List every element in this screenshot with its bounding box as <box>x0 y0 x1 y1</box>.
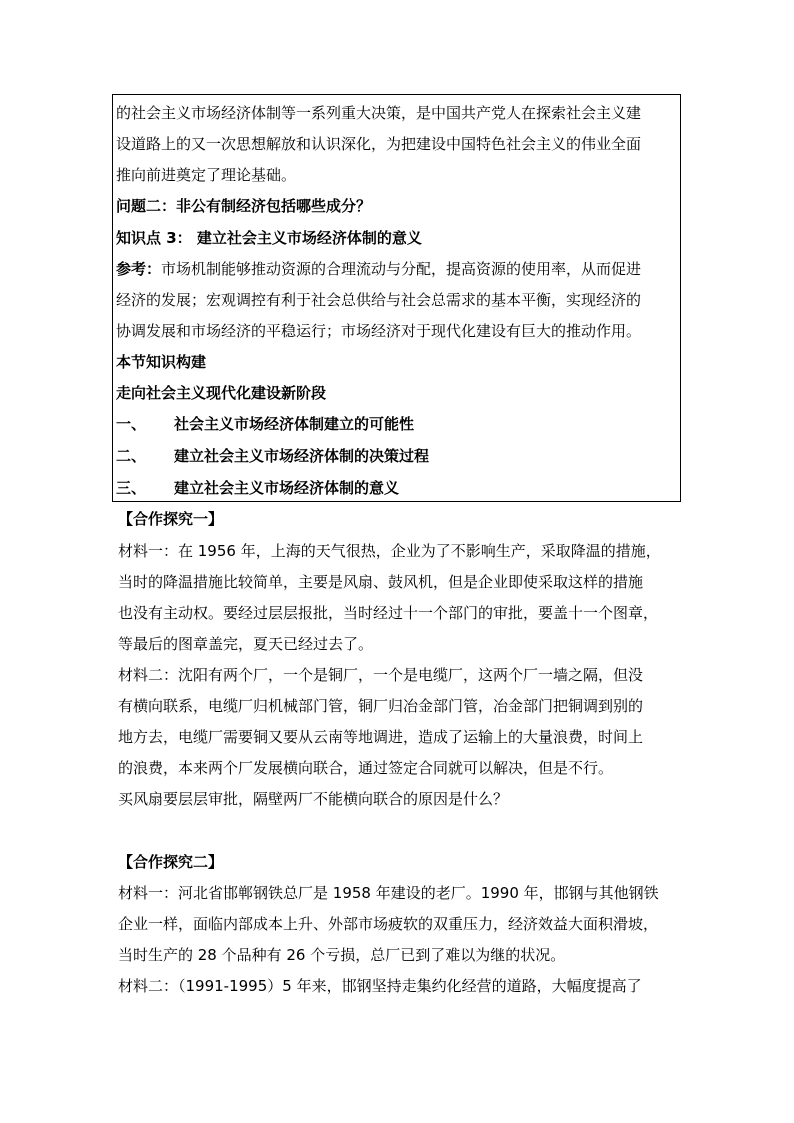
coop-one-m1-line-2: 当时的降温措施比较简单，主要是风扇、鼓风机，但是企业即使采取这样的措施 <box>118 573 644 591</box>
coop-one-title: 【合作探究一】 <box>118 510 224 528</box>
outline-text: 建立社会主义市场经济体制的意义 <box>174 479 400 497</box>
outline-number: 一、 <box>116 415 147 433</box>
coop-one-m2-line-4: 的浪费，本来两个厂发展横向联合，通过签定合同就可以解决，但是不行。 <box>118 759 614 777</box>
coop-two-m1-line-3: 当时生产的 28 个品种有 26 个亏损，总厂已到了难以为继的状况。 <box>118 946 566 964</box>
coop-one-m1-line-1: 材料一：在 1956 年，上海的天气很热，企业为了不影响生产，采取降温的措施， <box>118 542 661 560</box>
outline-text: 建立社会主义市场经济体制的决策过程 <box>174 447 430 465</box>
box-line-2: 设道路上的又一次思想解放和认识深化，为把建设中国特色社会主义的伟业全面 <box>116 135 642 153</box>
coop-two-title: 【合作探究二】 <box>118 853 224 871</box>
outline-item-3 <box>116 478 399 498</box>
reference-line-2: 经济的发展；宏观调控有利于社会总供给与社会总需求的基本平衡，实现经济的 <box>116 291 642 309</box>
coop-one-m2-line-1: 材料二：沈阳有两个厂，一个是铜厂，一个是电缆厂，这两个厂一墙之隔，但没 <box>118 666 644 684</box>
outline-item-1 <box>116 414 414 434</box>
outline-text: 社会主义市场经济体制建立的可能性 <box>174 415 415 433</box>
coop-one-question: 买风扇要层层审批，隔壁两厂不能横向联合的原因是什么？ <box>118 790 509 808</box>
question-two: 问题二：非公有制经济包括哪些成分？ <box>116 197 372 215</box>
box-line-3: 推向前进奠定了理论基础。 <box>116 166 297 184</box>
box-line-1: 的社会主义市场经济体制等一系列重大决策，是中国共产党人在探索社会主义建 <box>116 104 642 122</box>
reference-line-3: 协调发展和市场经济的平稳运行；市场经济对于现代化建设有巨大的推动作用。 <box>116 322 642 340</box>
coop-one-m1-line-3: 也没有主动权。要经过层层报批，当时经过十一个部门的审批，要盖十一个图章， <box>118 604 659 622</box>
coop-two-m2-line-1: 材料二：（1991-1995）5 年来，邯钢坚持走集约化经营的道路，大幅度提高了 <box>118 977 642 995</box>
outline-number: 三、 <box>116 479 147 497</box>
section-title: 本节知识构建 <box>116 353 207 371</box>
coop-one-m2-line-2: 有横向联系，电缆厂归机械部门管，铜厂归冶金部门管，冶金部门把铜调到别的 <box>118 697 644 715</box>
reference-text-1: 市场机制能够推动资源的合理流动与分配，提高资源的使用率，从而促进 <box>161 260 642 278</box>
knowledge-point-3: 知识点 3： 建立社会主义市场经济体制的意义 <box>116 229 422 247</box>
outline-number: 二、 <box>116 447 147 465</box>
coop-two-m1-line-1: 材料一：河北省邯郸钢铁总厂是 1958 年建设的老厂。1990 年，邯钢与其他钢铁 <box>118 884 659 902</box>
coop-two-m1-line-2: 企业一样，面临内部成本上升、外部市场疲软的双重压力，经济效益大面积滑坡， <box>118 915 659 933</box>
coop-one-m2-line-3: 地方去，电缆厂需要铜又要从云南等地调进，造成了运输上的大量浪费，时间上 <box>118 728 644 746</box>
reference-label: 参考： <box>116 260 162 278</box>
outline-item-2 <box>116 446 429 466</box>
reference-line-1 <box>116 259 641 279</box>
coop-one-m1-line-4: 等最后的图章盖完，夏天已经过去了。 <box>118 635 374 653</box>
section-subtitle: 走向社会主义现代化建设新阶段 <box>116 384 327 402</box>
